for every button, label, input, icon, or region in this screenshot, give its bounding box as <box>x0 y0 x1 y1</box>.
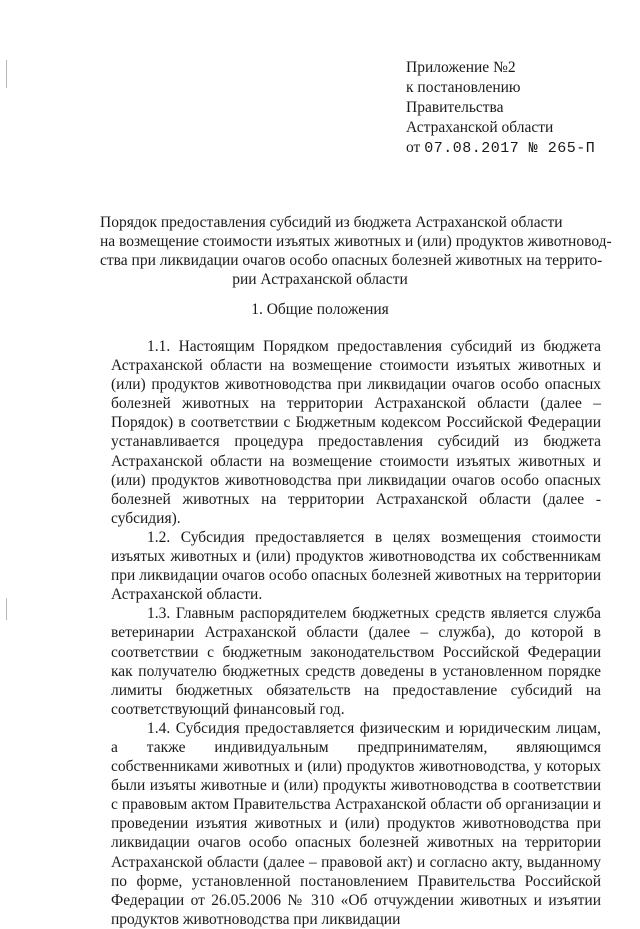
appendix-government: Правительства <box>406 99 504 116</box>
paragraph-1-1: 1.1. Настоящим Порядком предоставления субсидий из бюджета Астраханской области на возмещение стоимости изъятых животных и (или) продуктов животноводства при ликвидации очагов особо опасных болезней животных на территории Астраханской области (далее – Порядок) в соответствии с Бюджетным кодексом Российской Федерации устанавливается процедура предоставления субсидий из бюджета Астраханской области на возмещение стоимости изъятых животных и (или) продуктов животноводства при ликвидации очагов особо опасных болезней животных на территории Астраханской области (далее - субсидия). <box>111 338 601 527</box>
paragraph-1-4: 1.4. Субсидия предоставляется физическим и юридическим лицам, а также индивидуальным предпринимателям, являющимся собственниками животных и (или) продуктов животноводства, у которых были изъяты животные и (или) продукты животноводства в соответствии с правовым актом Правительства Астраханской области об организации и проведении изъятия животных и (или) продуктов животноводства при ликвидации очагов особо опасных болезней животных на территории Астраханской области (далее – правовой акт) и согласно акту, выданному по форме, установленной постановлением Правительства Российской Федерации от 26.05.2006 № 310 «Об отчуждении животных и изъятии продуктов животноводства при ликвидации <box>111 719 601 928</box>
appendix-date-prefix: от <box>406 139 421 156</box>
title-line-1: Порядок предоставления субсидий из бюджета Астраханской области <box>100 214 563 231</box>
scan-edge-mark-top <box>6 60 7 88</box>
section-heading: 1. Общие положения <box>251 301 389 318</box>
title-line-3: ства при ликвидации очагов особо опасных болезней животных на террито- <box>100 252 603 269</box>
appendix-number: Приложение №2 <box>406 59 516 76</box>
scan-edge-mark-bottom <box>6 598 7 620</box>
title-line-2: на возмещение стоимости изъятых животных и (или) продуктов животновод- <box>100 233 612 250</box>
appendix-date-stamp: 07.08.2017 № 265-П <box>424 140 596 157</box>
paragraph-1-3: 1.3. Главным распорядителем бюджетных средств является служба ветеринарии Астраханской области (далее – служба), до которой в соответствии с бюджетным законодательством Российской Федерации как получателю бюджетных средств доведены в установленном порядке лимиты бюджетных обязательств на предоставление субсидий на соответствующий финансовый год. <box>111 605 601 718</box>
appendix-date-line <box>406 138 595 159</box>
document-body <box>111 337 601 929</box>
appendix-to-resolution: к постановлению <box>406 79 521 96</box>
paragraph-1-2: 1.2. Субсидия предоставляется в целях возмещения стоимости изъятых животных и (или) продуктов животноводства их собственникам при ликвидации очагов особо опасных болезней животных на территории Астраханской области. <box>111 528 601 604</box>
appendix-header <box>406 58 595 159</box>
document-title <box>100 213 612 289</box>
appendix-region: Астраханской области <box>406 119 554 136</box>
title-line-4: рии Астраханской области <box>232 271 408 288</box>
